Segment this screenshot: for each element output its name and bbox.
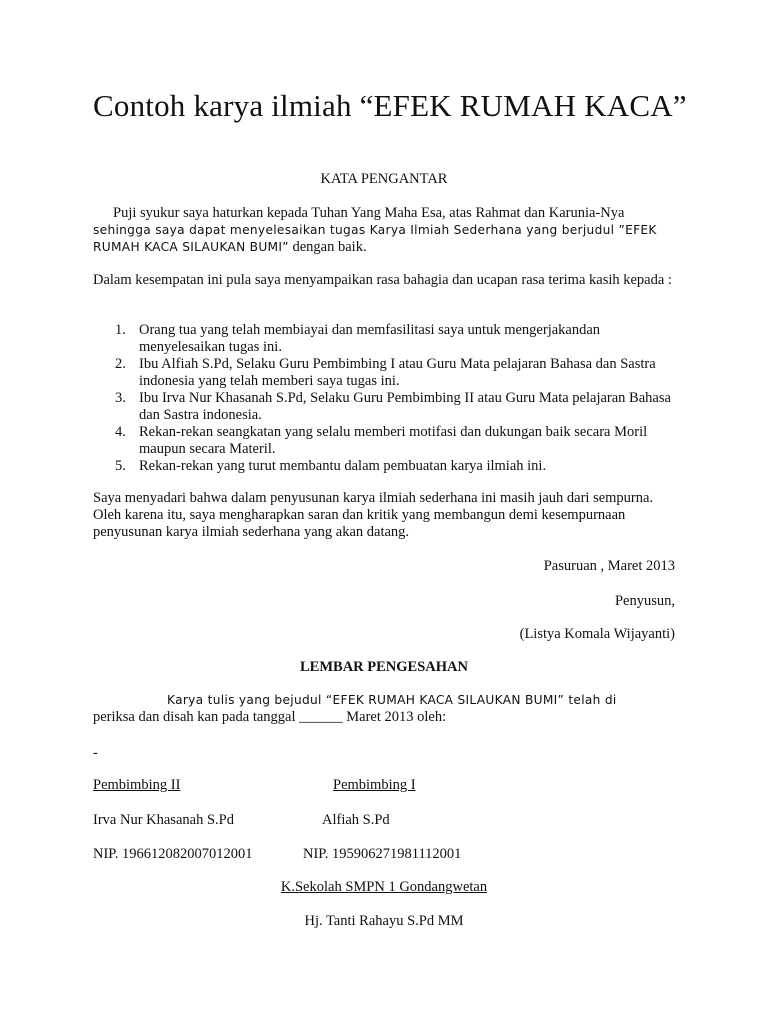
lembar-pengesahan-paragraph: [93, 692, 683, 726]
list-item: [93, 390, 683, 424]
pengesahan-sans-text: Karya tulis yang bejudul “EFEK RUMAH KACA SILAUKAN BUMI” telah di: [167, 693, 617, 707]
pembimbing-2-name: Irva Nur Khasanah S.Pd: [93, 812, 234, 828]
list-item-text: Ibu Irva Nur Khasanah S.Pd, Selaku Guru Pembimbing II atau Guru Mata pelajaran Bahasa dan Sastra indonesia.: [139, 390, 671, 423]
kata-pengantar-paragraph-1: [93, 205, 683, 256]
author-name: (Listya Komala Wijayanti): [519, 626, 675, 642]
list-item-text: Rekan-rekan yang turut membantu dalam pembuatan karya ilmiah ini.: [139, 458, 547, 474]
kata-pengantar-paragraph-2: Dalam kesempatan ini pula saya menyampaikan rasa bahagia dan ucapan rasa terima kasih kepada :: [93, 272, 672, 288]
list-item: [93, 424, 683, 458]
headmaster-name: Hj. Tanti Rahayu S.Pd MM: [304, 913, 464, 929]
list-item-text: Orang tua yang telah membiayai dan memfasilitasi saya untuk mengerjakandan menyelesaikan tugas ini.: [139, 322, 601, 355]
pembimbing-2-nip: NIP. 196612082007012001: [93, 846, 253, 862]
pengesahan-serif-text: periksa dan disah kan pada tanggal ______ Maret 2013 oleh:: [93, 709, 447, 725]
list-item-number: 2.: [115, 356, 126, 372]
pembimbing-1-title: Pembimbing I: [333, 777, 416, 793]
place-date: Pasuruan , Maret 2013: [543, 558, 675, 574]
paragraph-1-tail-text: dengan baik.: [288, 239, 367, 255]
paragraph-1-sans-text: sehingga saya dapat menyelesaikan tugas Karya Ilmiah Sederhana yang berjudul ”EFEK RUMAH KACA SILAUKAN BUMI”: [93, 223, 657, 254]
paragraph-1-serif-text: Puji syukur saya haturkan kepada Tuhan Yang Maha Esa, atas Rahmat dan Karunia-Nya: [113, 205, 625, 221]
document-title: Contoh karya ilmiah “EFEK RUMAH KACA”: [93, 88, 687, 123]
pembimbing-1-nip: NIP. 195906271981112001: [303, 846, 462, 862]
list-item: [93, 458, 683, 475]
list-item: [93, 356, 683, 390]
kata-pengantar-heading: KATA PENGANTAR: [320, 171, 448, 187]
list-item-text: Rekan-rekan seangkatan yang selalu memberi motifasi dan dukungan baik secara Moril maupun secara Materil.: [139, 424, 648, 457]
thanks-list: [93, 322, 683, 475]
list-item-number: 4.: [115, 424, 126, 440]
kata-pengantar-paragraph-3: Saya menyadari bahwa dalam penyusunan karya ilmiah sederhana ini masih jauh dari sempurna. Oleh karena itu, saya mengharapkan saran dan kritik yang membangun demi kesempurnaan penyusunan karya ilmiah sederhana yang akan datang.: [93, 490, 654, 540]
list-item-number: 1.: [115, 322, 126, 338]
lembar-pengesahan-heading: LEMBAR PENGESAHAN: [300, 659, 468, 675]
school-head-title: [93, 879, 675, 896]
school-head-title-text: K.Sekolah SMPN 1 Gondangwetan: [280, 879, 488, 895]
dash-mark: -: [93, 745, 98, 761]
list-item-number: 3.: [115, 390, 126, 406]
list-item-number: 5.: [115, 458, 126, 474]
pembimbing-2-title: Pembimbing II: [93, 777, 181, 793]
pembimbing-1-name: Alfiah S.Pd: [322, 812, 390, 828]
list-item-text: Ibu Alfiah S.Pd, Selaku Guru Pembimbing I atau Guru Mata pelajaran Bahasa dan Sastra indonesia yang telah memberi saya tugas ini.: [139, 356, 656, 389]
list-item: [93, 322, 683, 356]
penyusun-label: Penyusun,: [614, 593, 675, 609]
